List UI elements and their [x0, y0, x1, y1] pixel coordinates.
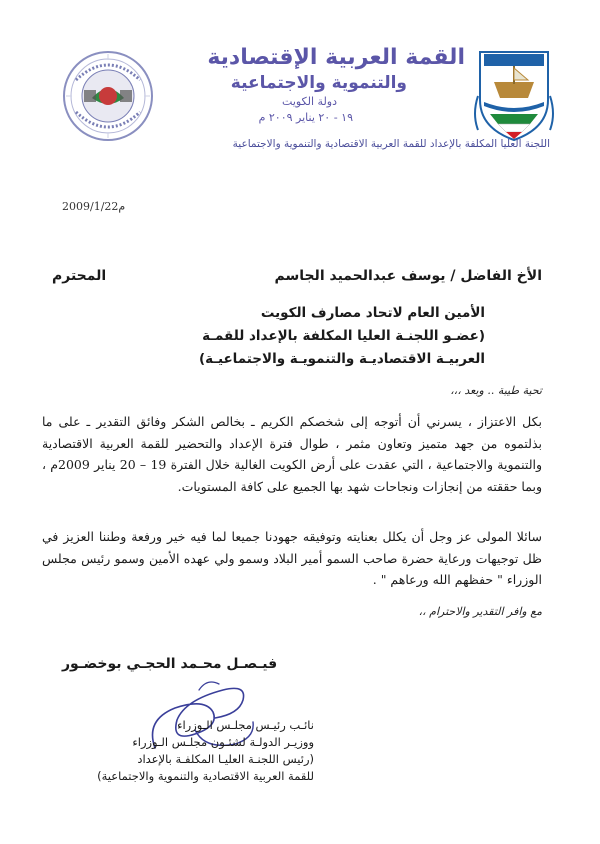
title-line: (عضـو اللجنـة العليا المكلفة بالإعداد للقمـة: [202, 328, 485, 344]
letter-date: 2009/1/22م: [62, 200, 126, 213]
respected-label: المحترم: [52, 268, 107, 284]
summit-title-line1: القمة العربية الإقتصادية: [207, 45, 465, 70]
kuwait-emblem-logo: [470, 44, 558, 144]
signatory-title-line: للقمة العربية الاقتصادية والتنموية والاجتماعية): [97, 769, 314, 783]
body-paragraph-2: سائلا المولى عز وجل أن يكلل بعنايته وتوفيقه جهودنا جميعا لما فيه خير ورفعة وطننا العزيز في ظل توجيهات ورعاية حضرة صاحب السمو أمير البلاد وسمو ولي عهده الأمين وسمو رئيس مجلس الوزراء " حفظهم الله ورعاهم " .: [42, 529, 542, 587]
summit-emblem-logo: [62, 50, 154, 142]
closing-line: مع وافر التقدير والاحترام ،،: [418, 605, 542, 618]
signatory-title-line: نائـب رئيـس مجلـس الـوزراء: [177, 718, 314, 732]
addressee-titles: [65, 302, 485, 371]
summit-header: [160, 44, 465, 126]
summit-location: دولة الكويت: [282, 95, 337, 108]
greeting: تحية طيبة .. وبعد ،،،: [450, 384, 542, 397]
addressee-line: [52, 268, 542, 284]
summit-title-line2: والتنموية والاجتماعية: [230, 73, 407, 93]
body-paragraph-1: بكل الاعتزاز ، يسرني أن أتوجه إلى شخصكم الكريم ـ بخالص الشكر وفائق التقدير ـ على ما بذلتموه من جهد متميز وتعاون مثمر ، طوال فترة الإعداد والتحضير للقمة العربية الاقتصادية والتنموية والاجتماعية ، التي عقدت على أرض الكويت الغالية خلال الفترة 19 – 20 يناير 2009م ، وبما حققته من إنجازات ونجاحات شهد بها الجميع على كافة المستويات.: [42, 414, 543, 494]
title-line: الأمين العام لاتحاد مصارف الكويت: [260, 305, 485, 321]
title-line: العربيـة الاقتصاديـة والتنمويـة والاجتماعيـة): [198, 351, 485, 367]
summit-dates: ١٩ - ٢٠ يناير ٢٠٠٩ م: [258, 111, 353, 124]
signatory-title-line: ووزيـر الدولـة لشئـون مجلـس الـوزراء: [132, 735, 314, 749]
signatory-title-line: (رئيس اللجنـة العليـا المكلفـة بالإعداد: [137, 752, 314, 766]
committee-line: اللجنة العليا المكلفة بالإعداد للقمة العربية الاقتصادية والتنموية والاجتماعية: [232, 138, 550, 150]
signatory-titles: [84, 717, 314, 785]
addressee-name: الأخ الفاضل / يوسف عبدالحميد الجاسم: [274, 268, 542, 284]
signatory-name: فيـصـل محـمد الحجـي بوخضـور: [62, 656, 278, 672]
